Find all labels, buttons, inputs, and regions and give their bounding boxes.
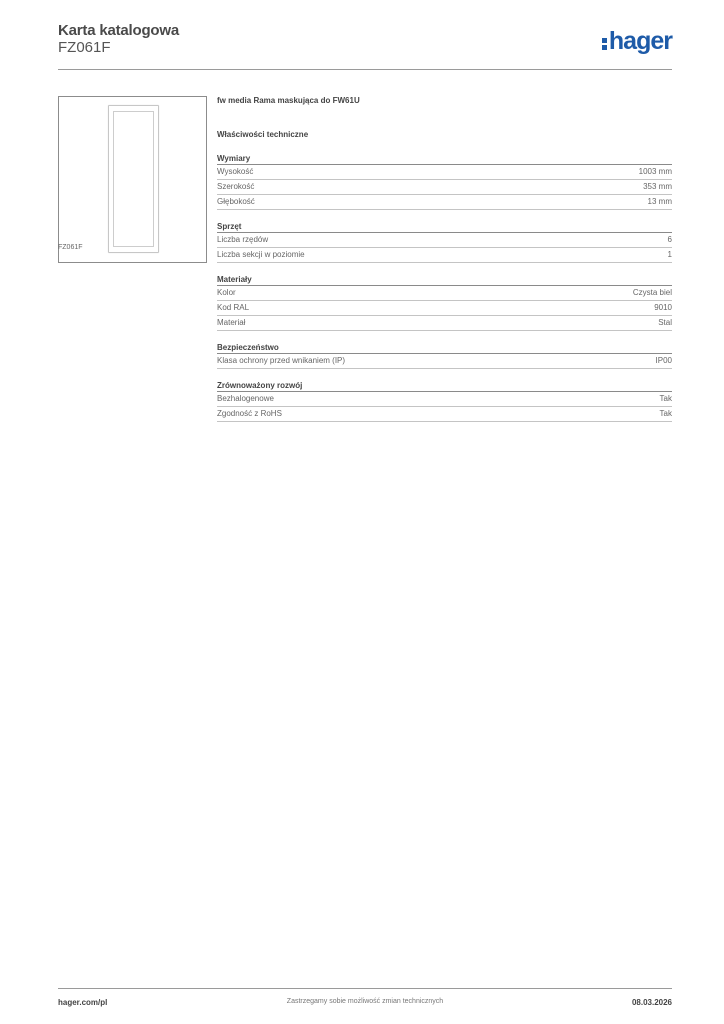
group-title: Materiały — [217, 274, 672, 286]
spec-label: Wysokość — [217, 167, 254, 176]
group-materials — [217, 274, 672, 331]
spec-row — [217, 286, 672, 301]
spec-row — [217, 233, 672, 248]
product-description: fw media Rama maskująca do FW61U — [217, 96, 360, 105]
website-link[interactable]: hager.com/pl — [58, 998, 108, 1007]
group-title: Zrównoważony rozwój — [217, 380, 672, 392]
spec-label: Liczba rzędów — [217, 235, 269, 244]
spec-row — [217, 165, 672, 180]
hager-logo — [602, 27, 672, 55]
spec-value: IP00 — [655, 356, 672, 365]
spec-label: Kod RAL — [217, 303, 250, 312]
document-title: Karta katalogowa — [58, 22, 180, 39]
spec-row — [217, 392, 672, 407]
image-caption: FZ061F — [58, 244, 83, 251]
logo-dots-icon — [602, 37, 607, 51]
group-title: Sprzęt — [217, 221, 672, 233]
spec-value: 9010 — [654, 303, 672, 312]
logo-text: hager — [608, 26, 672, 55]
spec-value: Stal — [658, 318, 672, 327]
spec-value: Czysta biel — [632, 288, 672, 297]
spec-label: Kolor — [217, 288, 236, 297]
spec-row — [217, 354, 672, 369]
group-title: Bezpieczeństwo — [217, 342, 672, 354]
section-title: Właściwości techniczne — [217, 130, 309, 139]
spec-value: 6 — [667, 235, 672, 244]
group-equipment — [217, 221, 672, 263]
spec-label: Klasa ochrony przed wnikaniem (IP) — [217, 356, 346, 365]
spec-value: Tak — [659, 409, 672, 418]
page-footer — [58, 988, 672, 1012]
technical-content — [217, 96, 672, 422]
spec-label: Materiał — [217, 318, 246, 327]
spec-value: 13 mm — [647, 197, 672, 206]
group-title: Wymiary — [217, 153, 672, 165]
product-image — [58, 96, 207, 263]
spec-label: Bezhalogenowe — [217, 394, 274, 403]
spec-value: 1 — [667, 250, 672, 259]
group-safety — [217, 342, 672, 369]
spec-value: Tak — [659, 394, 672, 403]
spec-label: Głębokość — [217, 197, 255, 206]
footer-notice: Zastrzegamy sobie możliwość zmian technicznych — [286, 998, 444, 1005]
spec-label: Szerokość — [217, 182, 255, 191]
spec-row — [217, 180, 672, 195]
page-header — [58, 22, 672, 70]
spec-row — [217, 248, 672, 263]
footer-date: 08.03.2026 — [631, 998, 672, 1007]
spec-row — [217, 195, 672, 210]
group-sustainability — [217, 380, 672, 422]
product-code: FZ061F — [58, 39, 111, 56]
spec-row — [217, 407, 672, 422]
spec-value: 353 mm — [643, 182, 672, 191]
spec-row — [217, 301, 672, 316]
spec-value: 1003 mm — [638, 167, 672, 176]
mask-frame-illustration — [108, 105, 159, 253]
spec-label: Zgodność z RoHS — [217, 409, 282, 418]
spec-label: Liczba sekcji w poziomie — [217, 250, 305, 259]
spec-row — [217, 316, 672, 331]
group-dimensions — [217, 153, 672, 210]
